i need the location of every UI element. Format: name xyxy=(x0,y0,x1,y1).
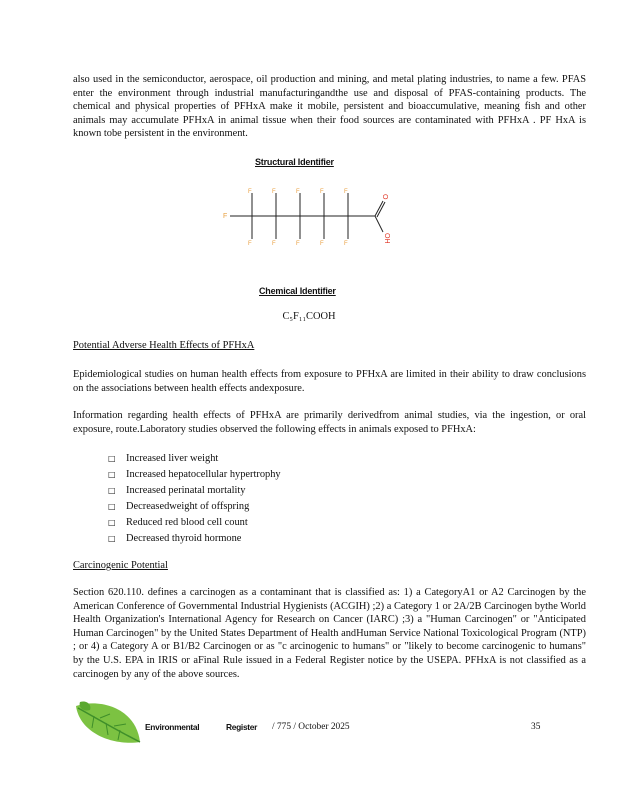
svg-text:F: F xyxy=(272,241,276,247)
footer-page-number: 35 xyxy=(531,722,541,732)
list-item: □ Decreasedweight of offspring xyxy=(108,499,281,515)
health-effects-paragraph-1: Epidemiological studies on human health effects from exposure to PFHxA are limited in their ability to draw conclusions on the associations between health effects andexposure. xyxy=(73,369,586,394)
bullet-marker: □ xyxy=(108,502,116,512)
svg-text:F: F xyxy=(272,189,276,195)
svg-text:F: F xyxy=(248,189,252,195)
intro-paragraph: also used in the semiconductor, aerospace, oil production and mining, and metal plating industries, to name a few. PFAS enter the environment through industrial manufacturingandthe use and disposal of PFAS-containing products. The chemical and physical properties of PFHxA make it mobile, persistent and bioaccumulative, meaning fish and other animals may accumulate PFHxA in animal tissue when their food sources are contaminated with PFHxA . PF HxA is known tobe persistent in the environment. xyxy=(73,74,586,140)
bullet-marker: □ xyxy=(108,518,116,528)
pfhxa-structure-diagram xyxy=(215,185,415,247)
bullet-marker: □ xyxy=(108,486,116,496)
hydroxyl-label: OH xyxy=(383,233,390,244)
svg-text:F: F xyxy=(296,241,300,247)
chemical-identifier-caption: Chemical Identifier xyxy=(259,286,336,296)
structural-identifier-caption: Structural Identifier xyxy=(255,157,334,167)
leaf-logo xyxy=(70,698,148,748)
list-item: □ Decreased thyroid hormone xyxy=(108,531,281,547)
svg-text:F: F xyxy=(248,241,252,247)
fluorine-label-left: F xyxy=(223,213,228,220)
list-item: □ Reduced red blood cell count xyxy=(108,515,281,531)
footer-issue: / 775 / October 2025 xyxy=(272,722,350,732)
svg-text:F: F xyxy=(296,189,300,195)
carcinogenic-heading: Carcinogenic Potential xyxy=(73,560,168,571)
health-effects-list xyxy=(108,451,281,548)
health-effects-heading: Potential Adverse Health Effects of PFHxA xyxy=(73,340,255,351)
list-item: □ Increased liver weight xyxy=(108,451,281,467)
svg-text:F: F xyxy=(344,189,348,195)
bullet-marker: □ xyxy=(108,454,116,463)
list-item: □ Increased perinatal mortality xyxy=(108,483,281,499)
footer-register: Register xyxy=(226,722,258,732)
chemical-formula: C₅F₁₁COOH xyxy=(282,311,336,322)
carbonyl-oxygen-label: O xyxy=(381,194,388,200)
footer-publication: Environmental xyxy=(145,722,200,732)
bullet-marker: □ xyxy=(108,534,116,544)
svg-text:F: F xyxy=(344,241,348,247)
svg-text:F: F xyxy=(320,241,324,247)
bullet-marker: □ xyxy=(108,470,116,480)
health-effects-paragraph-2: Information regarding health effects of PFHxA are primarily derivedfrom animal studies, via the ingestion, or oral exposure, route.Laboratory studies observed the following effects in animals exposed to PFHxA: xyxy=(73,410,586,435)
list-item: □ Increased hepatocellular hypertrophy xyxy=(108,467,281,483)
carcinogenic-paragraph: Section 620.110. defines a carcinogen as a contaminant that is classified as: 1) a CategoryA1 or A2 Carcinogen by the American Conference of Governmental Industrial Hygienists (ACGIH) ;2) a Category 1 or 2A/2B Carcinogen bythe World Health Organization's International Agency for Research on Cancer (IARC) ;3) a "Human Carcinogen" or "Anticipated Human Carcinogen" by the United States Department of Health andHuman Service National Toxicological Program (NTP) ; or 4) a Category A or B1/B2 Carcinogen or as "c arcinogenic to humans" or "likely to become carcinogenic to humans" by the U.S. EPA in IRIS or aFinal Rule issued in a Federal Register notice by the USEPA. PFHxA is not classified as a carcinogen by any of the above sources. xyxy=(73,587,586,680)
svg-text:F: F xyxy=(320,189,324,195)
